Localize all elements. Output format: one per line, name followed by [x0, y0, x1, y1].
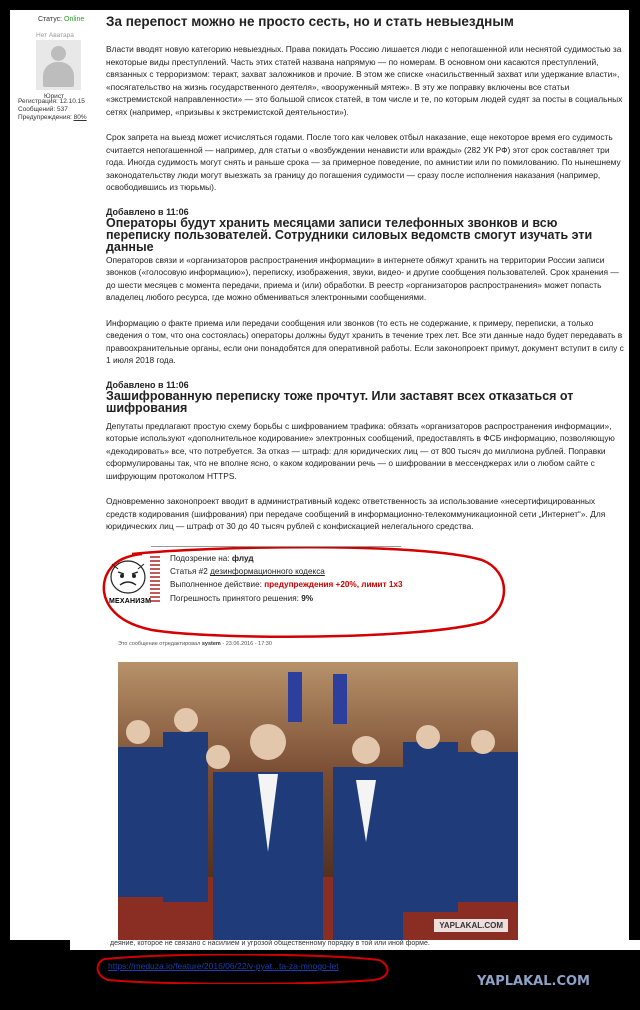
cut-text-strip: деяние, которое не связано с насилием и угрозой общественному порядку в той или иной форме.: [70, 940, 640, 950]
action-value: предупреждения +20%, лимит 1х3: [264, 580, 403, 590]
action-line: [170, 578, 403, 591]
post-photo[interactable]: [118, 662, 518, 942]
user-meta: [18, 98, 87, 122]
post-paragraph-2: Срок запрета на выезд может исчисляться годами. После того как человек отбыл наказание, еще некоторое время его судимость считается непогашенной — например, для статьи о «возбуждении ненависти или вражды» (282 УК РФ) этот срок составляет три года. Иногда судимость могут снять и раньше срока — за примерное поведение, по амнистии или по помилованию. По нынешнему законодательству люди могут выезжать за границу до погашения судимости — сразу после исполнения наказания (например, освободившись из тюрьмы).: [106, 132, 621, 192]
user-registration: Регистрация: 12.10.15: [18, 98, 85, 105]
error-label: Погрешность принятого решения:: [170, 593, 299, 603]
edited-note: [118, 641, 272, 647]
no-avatar-label: Нет Аватара: [36, 32, 74, 39]
error-line: [170, 592, 403, 605]
mechanism-caption: МЕХАНИЗМ: [109, 598, 152, 605]
post-title: За перепост можно не просто сесть, но и стать невыездным: [106, 14, 514, 29]
suspicion-line: [170, 552, 403, 565]
troll-face-icon: [106, 558, 150, 596]
user-messages: Сообщений: 537: [18, 106, 68, 113]
post-paragraph-5: Депутаты предлагают простую схему борьбы с шифрованием трафика: обязать «организаторов распространения информации», которые используют «дополнительное кодирование» электронных сообщений, предоставлять в ФСБ информацию, позволяющую «декодировать» все, что потребуется. За отказ — штраф: для юридических лиц — от 800 тысяч до миллиона рублей. Поправки сформулированы так, что не вполне ясно, о каком кодировании речь — о шифровании в мессенджерах или о любом сайте с шифрующим протоколом HTTPS.: [106, 420, 615, 481]
update-time-1: Добавлено в 11:06: [106, 206, 189, 217]
photo-watermark: YAPLAKAL.COM: [434, 919, 508, 932]
warnings-value-link[interactable]: 80%: [73, 114, 87, 121]
error-value: 9%: [301, 593, 314, 603]
photo-image: [118, 662, 518, 942]
avatar[interactable]: [36, 40, 81, 90]
user-status: [38, 16, 84, 23]
article-label: Статья #2: [170, 567, 208, 577]
moderation-block: [106, 546, 506, 626]
article-line: [170, 565, 403, 578]
suspicion-label: Подозрение на:: [170, 554, 230, 563]
post-paragraph-6: Одновременно законопроект вводит в административный кодекс ответственность за использование «несертифицированных средств кодирования (шифрования) при передаче сообщений в информационно-телекоммуникационной сети „Интернет“». Для юридических лиц — штраф от 30 до 40 тысяч рублей с конфискацией нелегального средства.: [106, 496, 606, 531]
article-link[interactable]: дезинформационного кодекса: [210, 567, 325, 577]
ruler-bars-icon: [150, 556, 160, 602]
divider: [151, 546, 401, 547]
post-panel: [10, 10, 629, 940]
post-paragraph-4: Информацию о факте приема или передачи сообщения или звонков (то есть не содержание, к примеру, переписки, а только сведения о том, что она состоялась) операторы должны будут хранить в течение трех лет. Все эти данные надо будет передавать в правоохранительные органы, если они понадобятся для оперативной работы. Если законопроект примут, документ вступит в силу с 1 июля 2018 года.: [106, 317, 624, 365]
edited-user[interactable]: system: [201, 641, 221, 647]
update-title-1: Операторы будут хранить месяцами записи телефонных звонков и всю переписку пользователей. Сотрудники силовых ведомств смогут изучать эти данные: [106, 215, 593, 254]
post-paragraph-1: Власти вводят новую категорию невыездных. Права покидать Россию лишается люди с непогашенной или неснятой судимостью за некоторые виды преступлений. Часть этих статей названа напрямую — по номерам. В основном они касаются преступлений, связанных с терроризмом: теракт, захват заложников и прочие. В этом же списке «насильственный захват или удержание власти», «посягательство на жизнь государственного деятеля», «вооруженный мятеж». В эту же поправку включены все статьи «экстремистской направленности» — это большой список статей, в том числе и те, по которым людей судят за посты в социальных сетях (например, «призывы к экстремистской деятельности»).: [106, 44, 623, 117]
warnings-label: Предупреждения:: [18, 114, 72, 121]
edited-date: - 23.06.2016 - 17:30: [222, 641, 272, 647]
avatar-head-icon: [51, 46, 66, 61]
user-role: Юрист: [44, 93, 65, 100]
post-content: [106, 14, 624, 533]
update-time-2: Добавлено в 11:06: [106, 379, 189, 390]
source-link[interactable]: https://meduza.io/feature/2016/06/22/v-pyat...ta-za-mnogo-let: [108, 961, 339, 971]
moderation-details: [170, 552, 403, 605]
post-paragraph-3: Операторов связи и «организаторов распространения информации» в интернете обяжут хранить на территории России записи звонков («голосовую информацию»), переписку, изображения, звуки, видео- и другие сообщения пользователей. Срок хранения — до шести месяцев с момента передачи, приема и (или) обработки. В реестр «организаторов распространения» может попасть владелец любого ресурса, где можно обмениваться электронными сообщениями.: [106, 254, 619, 302]
user-warnings: [18, 114, 87, 122]
update-title-2: Зашифрованную переписку тоже прочтут. Или заставят всех отказаться от шифрования: [106, 388, 574, 415]
status-online: Online: [64, 16, 85, 23]
avatar-body-icon: [43, 62, 74, 87]
site-brand-logo: YAPLAKAL.COM: [477, 974, 590, 989]
action-label: Выполненное действие:: [170, 580, 262, 590]
suspicion-value: флуд: [231, 554, 254, 563]
edited-prefix: Это сообщение отредактировал: [118, 641, 201, 647]
status-label: Статус:: [38, 16, 63, 23]
